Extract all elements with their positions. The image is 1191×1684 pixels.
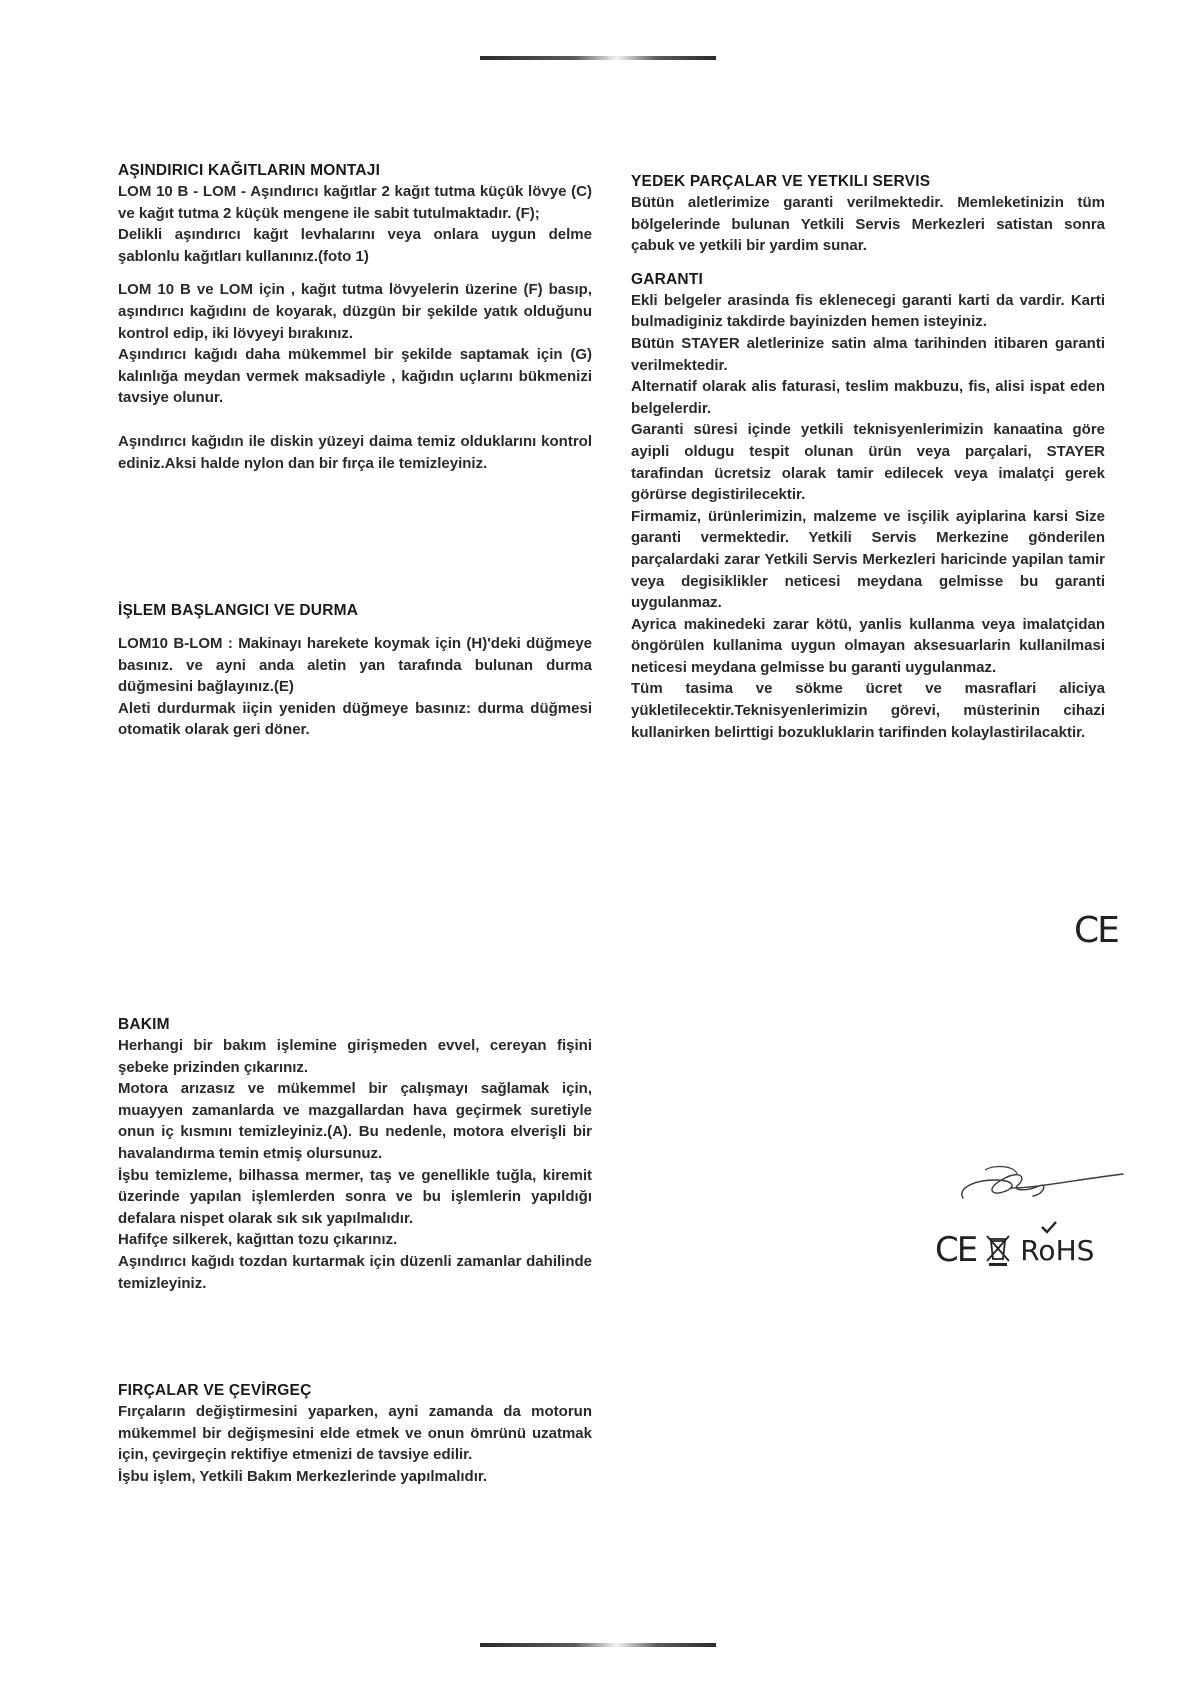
ce-mark-icon: CE [1074,910,1118,951]
section-title: FIRÇALAR VE ÇEVİRGEÇ [118,1382,312,1399]
paragraph: LOM10 B-LOM : Makinayı harekete koymak için (H)'deki düğmeye basınız. ve ayni anda aletin yan tarafında bulunan durma düğmesini bağlayınız.(E) [118,635,592,696]
section-brushes-commutator [118,1380,592,1487]
section-maintenance [118,1014,592,1294]
section-title: GARANTI [631,270,704,288]
paragraph: Aleti durdurmak iiçin yeniden düğmeye basınız: durma düğmesi otomatik olarak geri döner. [118,699,592,739]
section-title: AŞINDIRICI KAĞITLARIN MONTAJI [118,162,381,179]
paragraph: LOM 10 B ve LOM için , kağıt tutma lövyelerin üzerine (F) basıp, aşındırıcı kağıdını de koyarak, düzgün bir şekilde yatık olduğunu kontrol edip, iki lövyeyi bırakınız. [118,281,592,342]
paragraph: Bütün STAYER aletlerinize satin alma tarihinden itibaren garanti verilmektedir. [631,334,1105,374]
section-title: BAKIM [118,1016,170,1033]
paragraph: Bütün aletlerimize garanti verilmektedir. Memleketinizin tüm bölgelerinde bulunan Yetkili Servis Merkezleri satistan sonra çabuk ve yetkili bir yardim sunar. [631,194,1105,255]
paragraph: İşbu temizleme, bilhassa mermer, taş ve genellikle tuğla, kiremit üzerinde yapılan işlemlerden sonra ve bu işlemlerin yapıldığı defalara nispet olarak sık sık yapılmalıdır. [118,1166,592,1227]
section-spare-parts-service [631,171,1105,743]
section-start-stop [118,600,592,741]
paragraph: Ekli belgeler arasinda fis eklenecegi garanti karti da vardir. Karti bulmadiginiz takdirde bayinizden hemen isteyiniz. [631,291,1105,331]
paragraph: Motora arızasız ve mükemmel bir çalışmayı sağlamak için, muayyen zamanlarda ve mazgallardan hava geçirmek suretiyle onun iç kısmını temizleyiniz.(A). Bu nedenle, motora elverişli bir havalandırma temin etmiş olursunuz. [118,1080,592,1162]
paragraph: Aşındırıcı kağıdı tozdan kurtarmak için düzenli zamanlar dahilinde temizleyiniz. [118,1252,592,1292]
signature-icon [955,1158,1125,1208]
top-decorative-rule [480,56,716,60]
section-sanding-paper-mounting [118,160,592,474]
paragraph: İşbu işlem, Yetkili Bakım Merkezlerinde yapılmalıdır. [118,1467,488,1485]
section-title: İŞLEM BAŞLANGICI VE DURMA [118,602,359,619]
rohs-label: RoHS [1020,1233,1095,1267]
paragraph: Aşındırıcı kağıdı daha mükemmel bir şekilde saptamak için (G) kalınlığa meydan vermek maksadiyle , kağıdın uçlarını bükmenizi tavsiye olunur. [118,346,592,407]
check-icon [1040,1220,1058,1234]
paragraph: Ayrica makinedeki zarar kötü, yanlis kullanma veya imalatçidan öngörülen kullanima uygun olmayan aksesuarlarin kullanilmasi neticesi meydana gelmisse bu garanti uygulanmaz. [631,615,1105,676]
paragraph: Fırçaların değiştirmesini yaparken, ayni zamanda da motorun mükemmel bir değişmesini elde etmek ve onun ömrünü uzatmak için, çevirgeçin rektifiye etmenizi de tavsiye edilir. [118,1403,592,1464]
certification-marks [935,1228,1094,1272]
paragraph: Delikli aşındırıcı kağıt levhalarını veya onlara uygun delme şablonlu kağıtları kullanınız.(foto 1) [118,226,592,265]
paragraph: Aşındırıcı kağıdın ile diskin yüzeyi daima temiz olduklarını kontrol ediniz.Aksi halde nylon dan bir fırça ile temizleyiniz. [118,432,592,472]
section-title: YEDEK PARÇALAR VE YETKILI SERVIS [631,173,931,190]
rohs-certification-icon [1020,1234,1094,1267]
paragraph: Garanti süresi içinde yetkili teknisyenlerimizin kanaatina göre ayipli oldugu tespit olunan ürün veya parçalari, STAYER tarafindan ücretsiz olarak tamir edilecek veya imalatçi gerek görürse degistirilecektir. [631,421,1105,504]
paragraph: LOM 10 B - LOM - Aşındırıcı kağıtlar 2 kağıt tutma küçük lövye (C) ve kağıt tutma 2 küçük mengene ile sabit tutulmaktadır. (F); [118,183,592,222]
paragraph: Herhangi bir bakım işlemine girişmeden evvel, cereyan fişini şebeke prizinden çıkarınız. [118,1037,592,1076]
paragraph: Hafifçe silkerek, kağıttan tozu çıkarınız. [118,1231,398,1249]
bottom-decorative-rule [480,1643,716,1647]
paragraph: Alternatif olarak alis faturasi, teslim makbuzu, fis, alisi ispat eden belgelerdir. [631,378,1105,417]
paragraph: Tüm tasima ve sökme ücret ve masraflari aliciya yükletilecektir.Teknisyenlerimizin görevi, müsterinin cihazi kullanirken belirttigi bozukluklarin tarifinden kolaylastirilacaktir. [631,680,1105,741]
weee-bin-icon [984,1233,1012,1267]
paragraph: Firmamiz, ürünlerimizin, malzeme ve isçilik ayiplarina karsi Size garanti vermektedir. Yetkili Servis Merkezine gönderilen parçalardaki zarar Yetkili Servis Merkezleri haricinde yapilan tamir veya degisiklikler neticesi meydana gelmisse bu garanti uygulanmaz. [631,507,1105,612]
ce-certification-icon: CE [935,1230,977,1270]
